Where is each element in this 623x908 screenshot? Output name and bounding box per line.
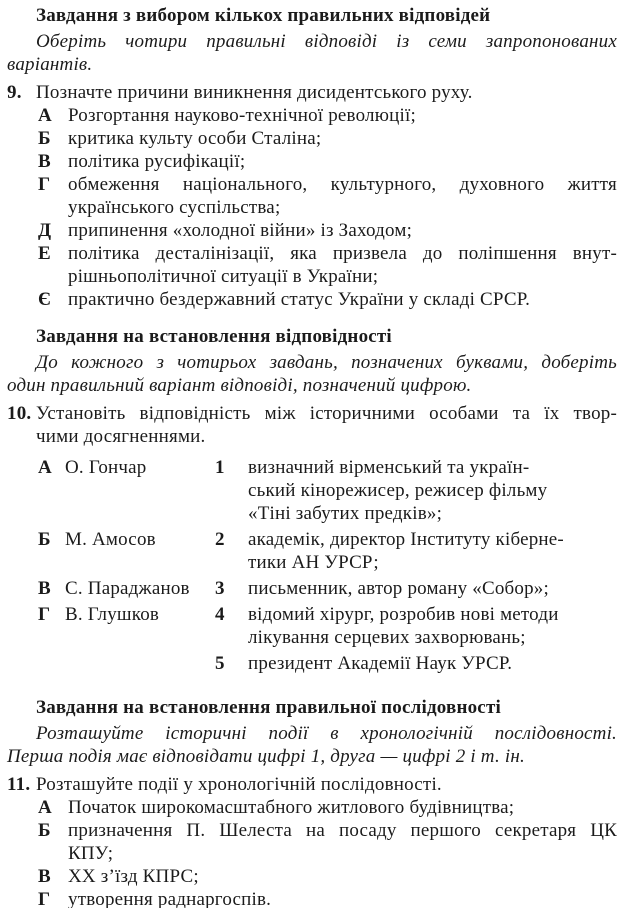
option-text: обмеження національного, культурного, духовного життя xyxy=(68,174,617,195)
match-description-line: «Тіні забутих предків»; xyxy=(248,503,443,524)
option-text: Розгортання науково-технічної революції; xyxy=(68,105,416,126)
option-text: політика русифікації; xyxy=(68,151,246,172)
option-text: політика десталінізації, яка призвела до поліпшення внут- xyxy=(68,243,617,264)
option-row xyxy=(38,865,617,888)
match-description-line: письменник, автор роману «Собор»; xyxy=(248,578,549,599)
option-text: рішньополітичної ситуації в України; xyxy=(68,266,379,287)
match-letter xyxy=(38,652,65,675)
option-letter: Г xyxy=(38,174,51,195)
match-description-line: академік, директор Інституту кіберне- xyxy=(248,529,564,550)
section-heading-matching: Завдання на встановлення відповідності xyxy=(36,326,392,347)
match-description-line: визначний вірменський та україн- xyxy=(248,457,530,478)
matching-row xyxy=(7,456,617,525)
match-letter: А xyxy=(38,457,52,478)
question-9-options xyxy=(7,104,617,311)
match-letter: Г xyxy=(38,604,51,625)
question-number: 10. xyxy=(7,403,32,424)
question-text: Позначте причини виникнення дисидентського руху. xyxy=(36,82,473,103)
instruction-line: один правильний варіант відповіді, позначений цифрою. xyxy=(7,375,472,396)
question-number: 11. xyxy=(7,774,31,795)
question-10 xyxy=(7,402,617,448)
match-description xyxy=(248,652,617,675)
option-row xyxy=(38,288,617,311)
matching-table xyxy=(7,456,617,675)
question-text: Установіть відповідність між історичними особами та їх твор- xyxy=(36,403,617,424)
option-letter: Б xyxy=(38,128,51,149)
option-row xyxy=(38,888,617,908)
option-row xyxy=(38,219,617,242)
match-description-line: президент Академії Наук УРСР. xyxy=(248,653,513,674)
match-number: 1 xyxy=(215,457,225,478)
instruction-line: Перша подія має відповідати цифрі 1, друга — цифрі 2 і т. ін. xyxy=(7,746,525,767)
match-letter: В xyxy=(38,578,51,599)
option-text: ХХ з’їзд КПРС; xyxy=(68,866,199,887)
match-description xyxy=(248,456,617,525)
option-letter: В xyxy=(38,866,51,887)
option-letter: Б xyxy=(38,820,51,841)
match-number: 2 xyxy=(215,529,225,550)
option-row xyxy=(38,127,617,150)
matching-row xyxy=(7,652,617,675)
instruction-line: До кожного з чотирьох завдань, позначених буквами, доберіть xyxy=(36,352,617,373)
instruction-line: варіантів. xyxy=(7,54,93,75)
option-text: критика культу особи Сталіна; xyxy=(68,128,322,149)
option-text: Початок широкомасштабного житлового будівництва; xyxy=(68,797,515,818)
match-description-line: тики АН УРСР; xyxy=(248,552,379,573)
instruction-line: Оберіть чотири правильні відповіді із семи запропонованих xyxy=(36,31,617,52)
matching-row xyxy=(7,528,617,574)
matching-row xyxy=(7,577,617,600)
match-number: 5 xyxy=(215,653,225,674)
match-description-line: ський кінорежисер, режисер фільму xyxy=(248,480,548,501)
match-description-line: відомий хірург, розробив нові методи xyxy=(248,604,559,625)
option-letter: А xyxy=(38,105,52,126)
match-name: С. Параджанов xyxy=(65,578,190,599)
matching-row xyxy=(7,603,617,649)
question-11 xyxy=(7,773,617,796)
question-number: 9. xyxy=(7,82,22,103)
instructions-sequence xyxy=(7,722,617,768)
option-row xyxy=(38,819,617,865)
match-number: 4 xyxy=(215,604,225,625)
instructions-matching xyxy=(7,351,617,397)
option-letter: Д xyxy=(38,220,52,241)
option-text: призначення П. Шелеста на посаду першого секретаря ЦК xyxy=(68,820,617,841)
question-11-options xyxy=(7,796,617,908)
option-text: українського суспільства; xyxy=(68,197,281,218)
match-description xyxy=(248,603,617,649)
option-text: припинення «холодної війни» із Заходом; xyxy=(68,220,413,241)
option-letter: Е xyxy=(38,243,51,264)
option-letter: Г xyxy=(38,889,51,908)
option-row xyxy=(38,796,617,819)
match-number: 3 xyxy=(215,578,225,599)
option-letter: Є xyxy=(38,289,52,310)
match-description-line: лікування серцевих захворювань; xyxy=(248,627,526,648)
instruction-line: Розташуйте історичні події в хронологічній послідовності. xyxy=(36,723,617,744)
option-text: утворення раднаргоспів. xyxy=(68,889,272,908)
option-row xyxy=(38,104,617,127)
question-9 xyxy=(7,81,617,104)
match-name xyxy=(65,652,215,675)
match-description xyxy=(248,577,617,600)
question-text: чими досягненнями. xyxy=(36,426,206,447)
option-letter: В xyxy=(38,151,51,172)
option-row xyxy=(38,150,617,173)
option-row xyxy=(38,173,617,219)
match-name: М. Амосов xyxy=(65,529,156,550)
section-heading-multiple-choice: Завдання з вибором кількох правильних відповідей xyxy=(36,5,491,26)
match-letter: Б xyxy=(38,529,51,550)
instructions-multiple-choice xyxy=(7,30,617,76)
option-row xyxy=(38,242,617,288)
match-description xyxy=(248,528,617,574)
option-text: практично бездержавний статус України у складі СРСР. xyxy=(68,289,531,310)
match-name: В. Глушков xyxy=(65,604,160,625)
option-text: КПУ; xyxy=(68,843,114,864)
match-name: О. Гончар xyxy=(65,457,147,478)
question-text: Розташуйте події у хронологічній послідовності. xyxy=(36,774,442,795)
option-letter: А xyxy=(38,797,52,818)
section-heading-sequence: Завдання на встановлення правильної послідовності xyxy=(36,697,501,718)
